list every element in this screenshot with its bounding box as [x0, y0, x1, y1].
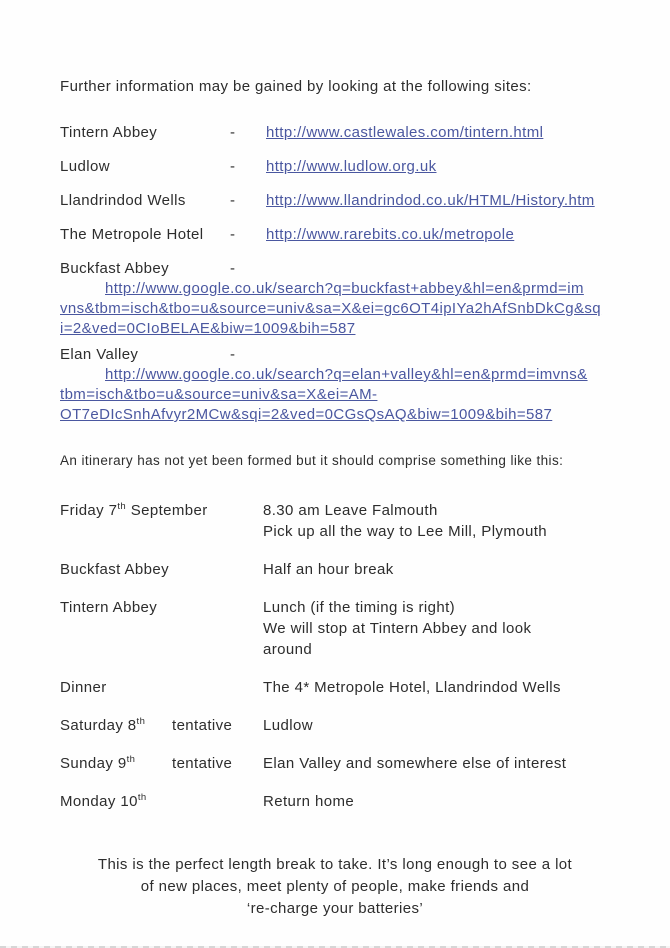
detail-line: Pick up all the way to Lee Mill, Plymouth — [263, 523, 548, 540]
site-row-tintern — [60, 123, 660, 143]
itinerary-row-friday — [60, 500, 660, 542]
dash-separator: - — [230, 346, 236, 363]
closing-line: This is the perfect length break to take. It’s long enough to see a lot — [97, 856, 573, 873]
itinerary-detail — [263, 715, 660, 736]
itinerary-detail — [263, 597, 660, 660]
label-text: Friday 7 — [60, 502, 118, 519]
site-block-elan — [60, 345, 660, 425]
ordinal-suffix: th — [117, 501, 127, 512]
label-text: Monday 10 — [60, 793, 138, 810]
itinerary-label — [60, 559, 263, 580]
itinerary-detail — [263, 753, 660, 774]
site-row-metropole — [60, 225, 660, 245]
url-line: i=2&ved=0CIoBELAE&biw=1009&bih=587 — [60, 320, 356, 337]
ordinal-suffix: th — [137, 792, 147, 803]
closing-line: of new places, meet plenty of people, make friends and — [140, 878, 530, 895]
closing-line: ‘re-charge your batteries’ — [246, 900, 424, 917]
tintern-abbey-link[interactable]: http://www.castlewales.com/tintern.html — [266, 124, 544, 141]
site-name: Ludlow — [60, 158, 110, 175]
detail-line: Half an hour break — [263, 561, 394, 578]
itinerary-row-monday — [60, 791, 660, 812]
itinerary-label — [60, 715, 263, 736]
tentative-note: tentative — [172, 755, 233, 772]
llandrindod-wells-link[interactable]: http://www.llandrindod.co.uk/HTML/History.htm — [266, 192, 595, 209]
ordinal-suffix: th — [136, 716, 146, 727]
site-row-buckfast — [60, 259, 660, 279]
dash-separator: - — [230, 124, 236, 141]
detail-line: Return home — [263, 793, 355, 810]
itinerary-label — [60, 677, 263, 698]
url-line: http://www.google.co.uk/search?q=buckfast+abbey&hl=en&prmd=im — [105, 280, 584, 297]
itinerary-row-saturday — [60, 715, 660, 736]
ludlow-link[interactable]: http://www.ludlow.org.uk — [266, 158, 437, 175]
itinerary-label — [60, 500, 263, 542]
label-text: Sunday 9 — [60, 755, 127, 772]
site-name: Buckfast Abbey — [60, 260, 169, 277]
url-line: OT7eDIcSnhAfvyr2MCw&sqi=2&ved=0CGsQsAQ&biw=1009&bih=587 — [60, 406, 553, 423]
itinerary-detail — [263, 500, 660, 542]
itinerary-label — [60, 791, 263, 812]
label-text: Tintern Abbey — [60, 599, 158, 616]
detail-line: The 4* Metropole Hotel, Llandrindod Wells — [263, 679, 561, 696]
closing-paragraph — [0, 854, 670, 920]
itinerary-row-buckfast — [60, 559, 660, 580]
itinerary-detail — [263, 677, 660, 698]
dash-separator: - — [230, 158, 236, 175]
site-row-llandrindod — [60, 191, 660, 211]
site-name: Llandrindod Wells — [60, 192, 186, 209]
site-name: Elan Valley — [60, 346, 139, 363]
url-line: http://www.google.co.uk/search?q=elan+valley&hl=en&prmd=imvns& — [105, 366, 588, 383]
dash-separator: - — [230, 192, 236, 209]
detail-line: around — [263, 641, 313, 658]
url-line: vns&tbm=isch&tbo=u&source=univ&sa=X&ei=gc6OT4ipIYa2hAfSnbDkCg&sq — [60, 300, 602, 317]
label-text: Buckfast Abbey — [60, 561, 169, 578]
label-text: Saturday 8 — [60, 717, 137, 734]
dash-separator: - — [230, 226, 236, 243]
intro-text: Further information may be gained by looking at the following sites: — [60, 78, 532, 95]
itinerary-label — [60, 597, 263, 660]
detail-line: 8.30 am Leave Falmouth — [263, 502, 438, 519]
itinerary-row-tintern — [60, 597, 660, 660]
site-row-ludlow — [60, 157, 660, 177]
detail-line: Lunch (if the timing is right) — [263, 599, 456, 616]
dash-separator: - — [230, 260, 236, 277]
site-block-buckfast — [60, 259, 660, 339]
elan-valley-search-link[interactable] — [60, 365, 660, 425]
site-name: Tintern Abbey — [60, 124, 158, 141]
detail-line: Ludlow — [263, 717, 313, 734]
detail-line: Elan Valley and somewhere else of interest — [263, 755, 567, 772]
label-text: September — [126, 502, 208, 519]
itinerary-detail — [263, 791, 660, 812]
metropole-hotel-link[interactable]: http://www.rarebits.co.uk/metropole — [266, 226, 515, 243]
url-line: tbm=isch&tbo=u&source=univ&sa=X&ei=AM- — [60, 386, 378, 403]
itinerary-intro: An itinerary has not yet been formed but it should comprise something like this: — [60, 453, 564, 468]
detail-line: We will stop at Tintern Abbey and look — [263, 620, 532, 637]
label-text: Dinner — [60, 679, 107, 696]
itinerary-label — [60, 753, 263, 774]
buckfast-abbey-search-link[interactable] — [60, 279, 660, 339]
ordinal-suffix: th — [126, 754, 136, 765]
site-name: The Metropole Hotel — [60, 226, 204, 243]
tentative-note: tentative — [172, 717, 233, 734]
itinerary-detail — [263, 559, 660, 580]
itinerary-row-dinner — [60, 677, 660, 698]
site-row-elan — [60, 345, 660, 365]
itinerary-row-sunday — [60, 753, 660, 774]
itinerary-list — [60, 500, 660, 812]
